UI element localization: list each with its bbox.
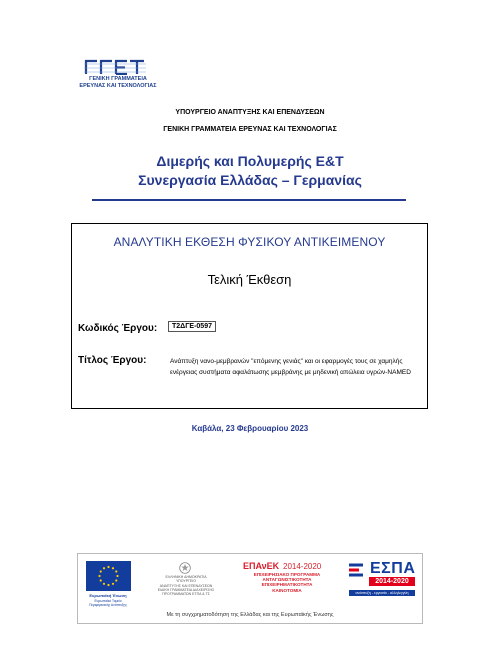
eu-star-icon (115, 570, 117, 572)
epanek-description (242, 572, 332, 593)
eu-star-icon (103, 583, 105, 585)
eu-star-icon (112, 583, 114, 585)
cofunding-statement: Με τη συγχρηματοδότηση της Ελλάδας και της Ευρωπαϊκής Ένωσης (166, 612, 334, 618)
epanek-line: ΑΝΤΑΓΩΝΙΣΤΙΚΟΤΗΤΑ (262, 577, 312, 583)
epanek-years: 2014-2020 (283, 562, 322, 571)
eu-star-icon (115, 579, 117, 581)
report-frame (71, 223, 428, 409)
espa-tagline: ανάπτυξη - εργασία - αλληλεγγύη (349, 590, 415, 596)
logo-text-line: ΕΡΕΥΝΑΣ ΚΑΙ ΤΕΧΝΟΛΟΓΙΑΣ (79, 82, 157, 89)
ministry-name: ΥΠΟΥΡΓΕΙΟ ΑΝΑΠΤΥΞΗΣ ΚΑΙ ΕΠΕΝΔΥΣΕΩΝ (175, 109, 325, 116)
greek-ministry-line: ΠΡΟΓΡΑΜΜΑΤΩΝ ΕΤΠΑ & ΤΣ (162, 592, 210, 597)
gsrt-logo-text (78, 76, 158, 89)
eu-star-icon (100, 579, 102, 581)
epanek-line: ΕΠΙΧΕΙΡΗΣΙΑΚΟ ΠΡΟΓΡΑΜΜΑ (253, 572, 321, 577)
project-code-value: Τ2ΔΓΕ-0597 (168, 321, 216, 332)
eu-star-icon (100, 570, 102, 572)
project-code-label: Κωδικός Έργου: (78, 323, 158, 334)
eu-fund-line: Περιφερειακής Ανάπτυξης (89, 603, 127, 607)
epanek-line: ΕΠΙΧΕΙΡΗΜΑΤΙΚΟΤΗΤΑ (261, 582, 313, 588)
greek-ministry-line: ΕΛΛΗΝΙΚΗ ΔΗΜΟΚΡΑΤΙΑ (165, 575, 207, 579)
espa-years: 2014-2020 (369, 577, 415, 586)
greek-emblem-icon (179, 562, 191, 574)
eu-name: Ευρωπαϊκή Ένωση (89, 593, 127, 598)
eu-flag-icon (86, 561, 131, 591)
title-divider (92, 199, 406, 201)
eu-star-icon (107, 566, 109, 568)
epanek-line: ΚΑΙΝΟΤΟΜΙΑ (272, 587, 302, 593)
logo-text-line: ΓΕΝΙΚΗ ΓΡΑΜΜΑΤΕΙΑ (89, 76, 147, 82)
eu-fund-line: Ευρωπαϊκό Ταμείο (94, 599, 122, 603)
project-title-value: Ανάπτυξη νανο-μεμβρανών "επόμενης γενιάς" και οι εφαρμογές τους σε χαμηλής ενέργειας συστήματα αφαλάτωσης μεμβράνης με μηδενική απώλεια υγρών-NAMED (170, 358, 411, 376)
espa-name: ΕΣΠΑ (370, 560, 416, 577)
greek-ministry-line: ΥΠΟΥΡΓΕΙΟ (175, 579, 197, 584)
greek-ministry-line: ΑΝΑΠΤΥΞΗΣ ΚΑΙ ΕΠΕΝΔΥΣΕΩΝ (159, 583, 213, 588)
espa-logo-icon (347, 561, 367, 579)
eu-fund-name (78, 599, 138, 607)
eu-star-icon (98, 575, 100, 577)
eu-star-icon (103, 567, 105, 569)
report-subheading: Τελική Έκθεση (207, 272, 292, 287)
program-title-line2: Συνεργασία Ελλάδας – Γερμανίας (138, 172, 362, 188)
eu-star-icon (112, 567, 114, 569)
greek-ministry-block (147, 575, 225, 596)
eu-star-icon (107, 584, 109, 586)
epanek-name: ΕΠΑνΕΚ (243, 561, 280, 571)
eu-star-icon (116, 575, 118, 577)
program-title-line1: Διμερής και Πολυμερής Ε&Τ (156, 153, 344, 169)
report-date: Καβάλα, 23 Φεβρουαρίου 2023 (191, 424, 309, 433)
secretariat-name: ΓΕΝΙΚΗ ΓΡΑΜΜΑΤΕΙΑ ΕΡΕΥΝΑΣ ΚΑΙ ΤΕΧΝΟΛΟΓΙΑΣ (163, 126, 337, 133)
report-heading: ΑΝΑΛΥΤΙΚΗ ΕΚΘΕΣΗ ΦΥΣΙΚΟΥ ΑΝΤΙΚΕΙΜΕΝΟΥ (113, 235, 386, 249)
project-title-label: Τίτλος Έργου: (78, 355, 147, 366)
gsrt-logo-icon (84, 59, 146, 75)
greek-ministry-line: ΕΙΔΙΚΗ ΓΡΑΜΜΑΤΕΙΑ ΔΙΑΧΕΙΡΙΣΗΣ (157, 587, 215, 592)
